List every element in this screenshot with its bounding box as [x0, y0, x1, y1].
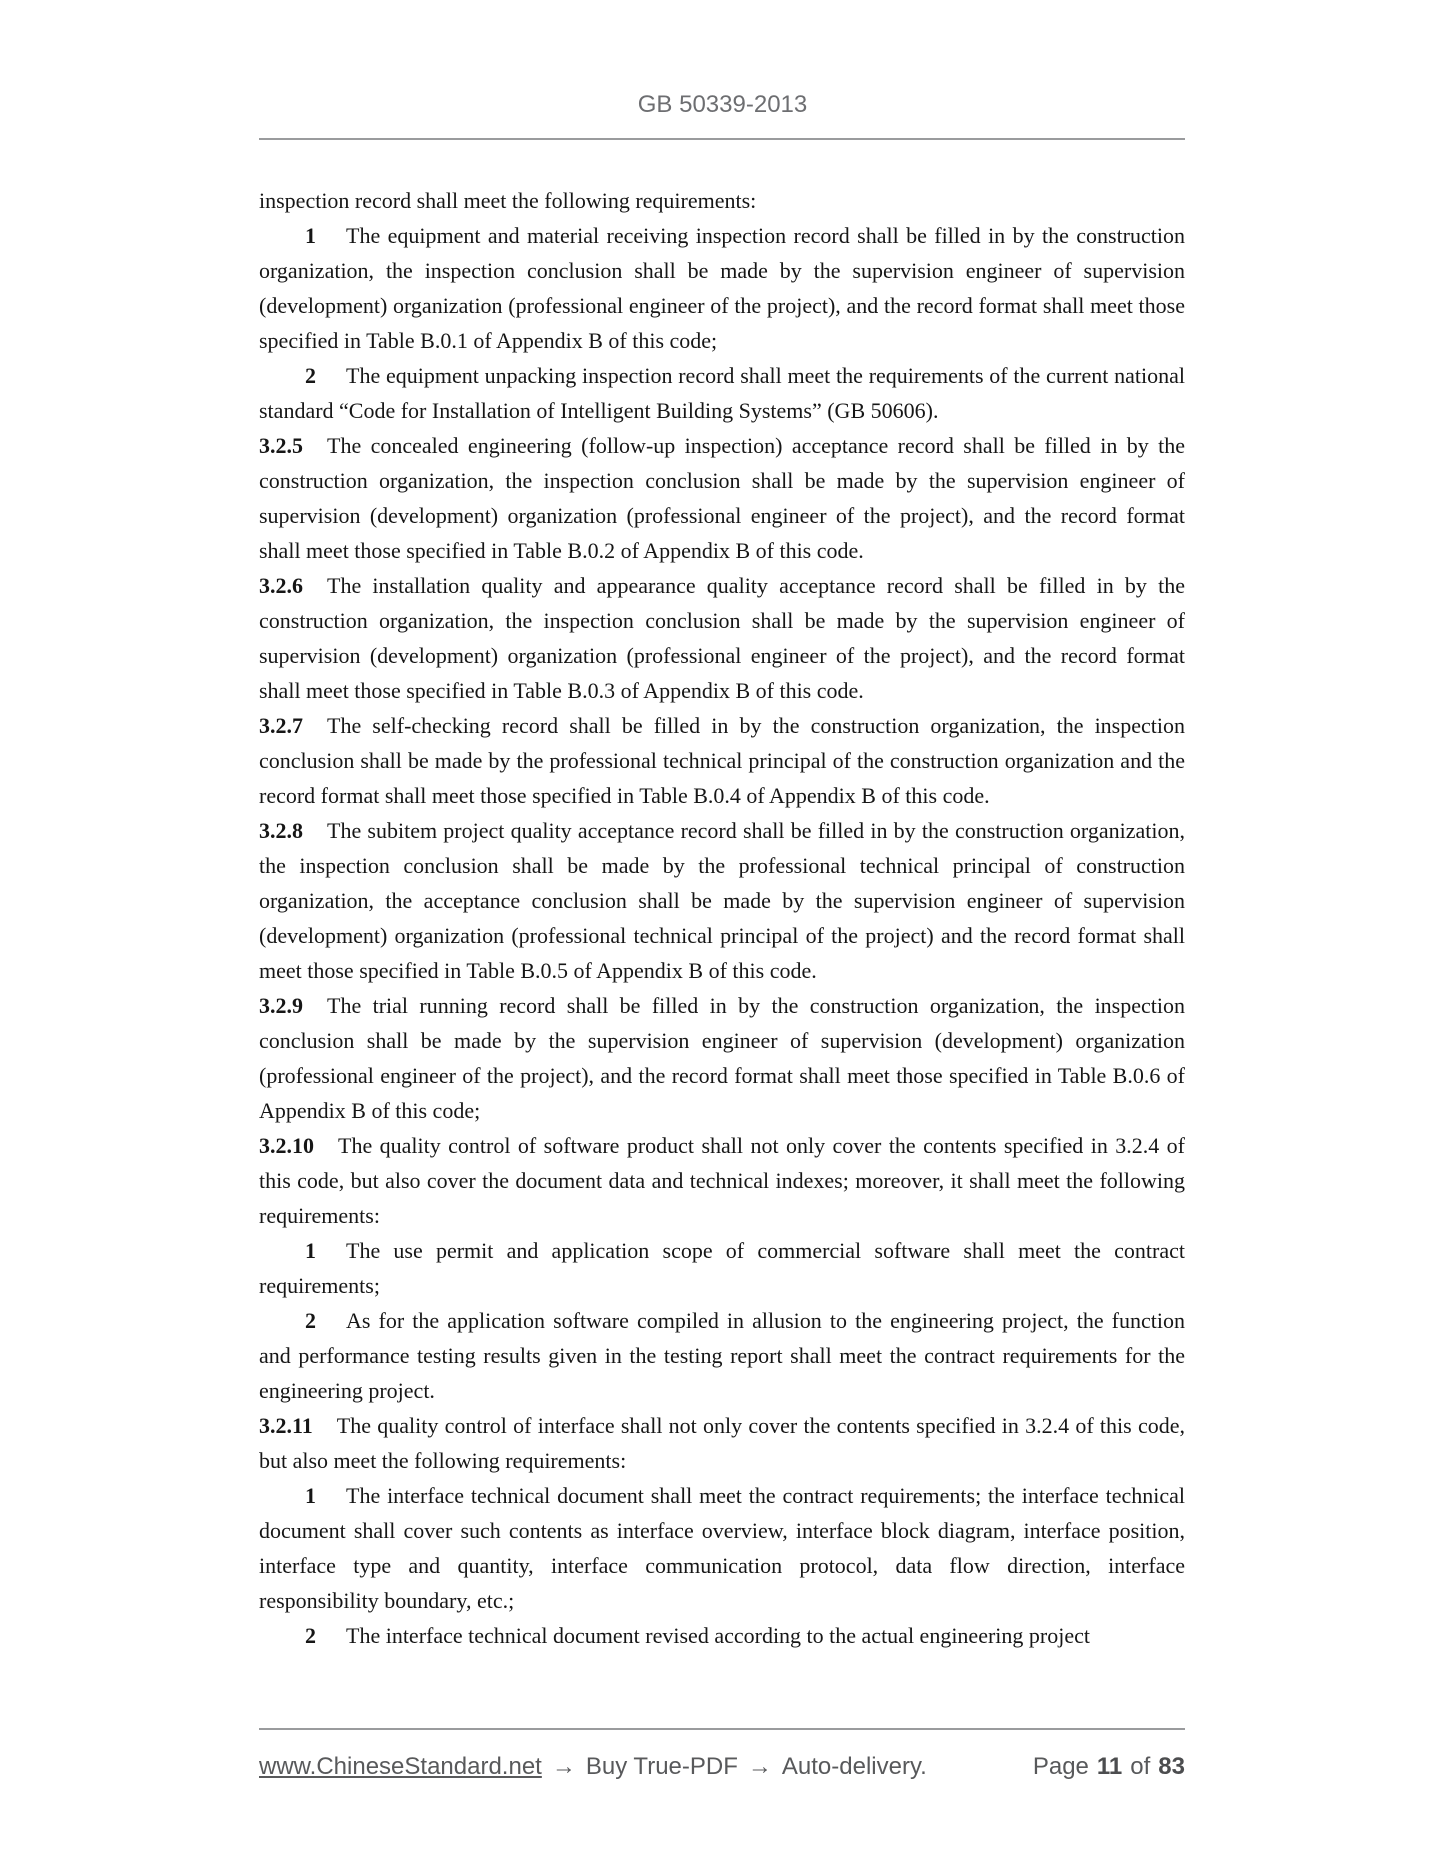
section-number: 3.2.6 [259, 573, 303, 598]
website-link[interactable]: www.ChineseStandard.net [259, 1753, 542, 1780]
section-paragraph: 3.2.5 The concealed engineering (follow-up inspection) acceptance record shall be filled in by the construction organization, the inspection conclusion shall be made by the supervision engineer of supervision (development) organization (professional engineer of the project), and the record format shall meet those specified in Table B.0.2 of Appendix B of this code. [259, 433, 1185, 563]
arrow-right-icon: → [747, 1753, 772, 1780]
section-paragraph: 3.2.11 The quality control of interface shall not only cover the contents specified in 3.2.4 of this code, but also meet the following requirements: [259, 1413, 1185, 1473]
section-paragraph: 3.2.7 The self-checking record shall be filled in by the construction organization, the inspection conclusion shall be made by the professional technical principal of the construction organization and the record format shall meet those specified in Table B.0.4 of Appendix B of this code. [259, 713, 1185, 808]
item-number: 2 [305, 363, 316, 388]
current-page-number: 11 [1096, 1753, 1123, 1780]
section-number: 3.2.8 [259, 818, 303, 843]
section-paragraph: 3.2.6 The installation quality and appearance quality acceptance record shall be filled in by the construction organization, the inspection conclusion shall be made by the supervision engineer of supervision (development) organization (professional engineer of the project), and the record format shall meet those specified in Table B.0.3 of Appendix B of this code. [259, 573, 1185, 703]
total-pages-number: 83 [1158, 1753, 1185, 1780]
continuation-paragraph: inspection record shall meet the following requirements: [259, 188, 757, 213]
numbered-item: 2 The equipment unpacking inspection record shall meet the requirements of the current national standard “Code for Installation of Intelligent Building Systems” (GB 50606). [259, 363, 1185, 423]
section-paragraph: 3.2.8 The subitem project quality acceptance record shall be filled in by the construction organization, the inspection conclusion shall be made by the professional technical principal of construction organization, the acceptance conclusion shall be made by the supervision engineer of supervision (development) organization (professional technical principal of the project) and the record format shall meet those specified in Table B.0.5 of Appendix B of this code. [259, 818, 1185, 983]
footer-divider [259, 1728, 1185, 1730]
document-title: GB 50339-2013 [637, 91, 808, 118]
buy-pdf-label: Buy True-PDF [585, 1753, 738, 1780]
document-body [259, 183, 1185, 1653]
section-number: 3.2.5 [259, 433, 303, 458]
header-divider [259, 138, 1185, 140]
numbered-item: 1 The equipment and material receiving inspection record shall be filled in by the construction organization, the inspection conclusion shall be made by the supervision engineer of supervision (development) organization (professional engineer of the project), and the record format shall meet those specified in Table B.0.1 of Appendix B of this code; [259, 223, 1185, 353]
item-number: 2 [305, 1308, 316, 1333]
section-number: 3.2.10 [259, 1133, 314, 1158]
item-number: 1 [305, 1483, 316, 1508]
item-number: 1 [305, 1238, 316, 1263]
numbered-item: 1 The interface technical document shall meet the contract requirements; the interface technical document shall cover such contents as interface overview, interface block diagram, interface position, interface type and quantity, interface communication protocol, data flow direction, interface responsibility boundary, etc.; [259, 1483, 1185, 1613]
item-number: 1 [305, 223, 316, 248]
numbered-item: 1 The use permit and application scope of commercial software shall meet the contract requirements; [259, 1238, 1185, 1298]
numbered-item: 2 As for the application software compiled in allusion to the engineering project, the function and performance testing results given in the testing report shall meet the contract requirements for the engineering project. [259, 1308, 1185, 1403]
section-number: 3.2.7 [259, 713, 303, 738]
auto-delivery-label: Auto-delivery. [781, 1753, 927, 1780]
section-paragraph: 3.2.9 The trial running record shall be filled in by the construction organization, the inspection conclusion shall be made by the supervision engineer of supervision (development) organization (professional engineer of the project), and the record format shall meet those specified in Table B.0.6 of Appendix B of this code; [259, 993, 1185, 1123]
arrow-right-icon: → [551, 1753, 576, 1780]
item-number: 2 [305, 1623, 316, 1648]
section-paragraph: 3.2.10 The quality control of software product shall not only cover the contents specified in 3.2.4 of this code, but also cover the document data and technical indexes; moreover, it shall meet the following requirements: [259, 1133, 1185, 1228]
section-number: 3.2.9 [259, 993, 303, 1018]
page-footer [259, 1752, 1185, 1782]
numbered-item: 2 The interface technical document revised according to the actual engineering project [305, 1623, 1090, 1648]
page-label: Page [1032, 1753, 1089, 1780]
footer-links [259, 1752, 927, 1782]
page-of-label: of [1130, 1753, 1151, 1780]
page-number-indicator [1033, 1752, 1185, 1782]
section-number: 3.2.11 [259, 1413, 313, 1438]
